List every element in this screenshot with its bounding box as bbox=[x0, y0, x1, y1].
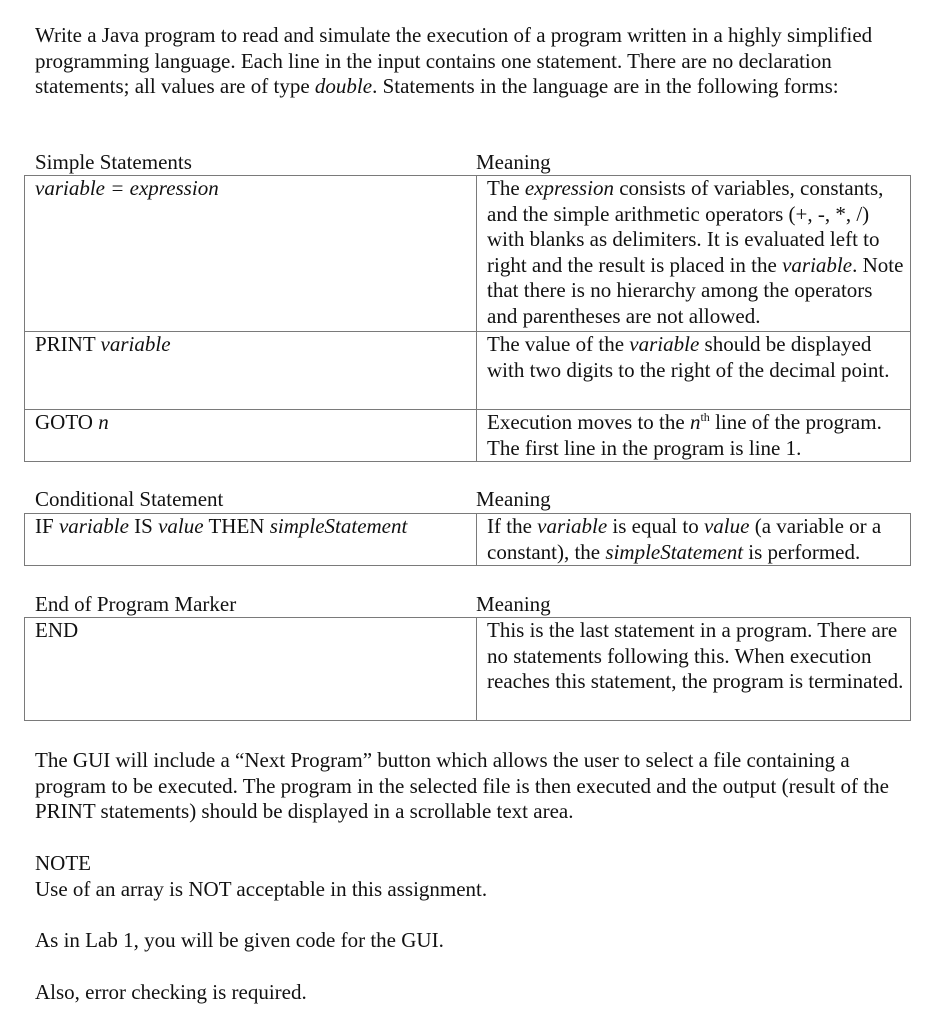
note-body: Use of an array is NOT acceptable in this assignment. bbox=[35, 877, 488, 901]
table-row bbox=[25, 176, 911, 332]
lab-line: As in Lab 1, you will be given code for the GUI. bbox=[35, 928, 444, 952]
statement-cell: END bbox=[25, 618, 477, 721]
intro-text-start: Write a Java program to read and simulate the execution of a program written in a highly simplified programming language. Each line in the input contains one statement. There are no declaration statements; all values are of type bbox=[35, 23, 873, 98]
meaning-text: line of the program. The first line in the program is line 1. bbox=[487, 410, 882, 460]
intro-paragraph bbox=[35, 23, 915, 100]
table-row bbox=[25, 618, 911, 721]
is-keyword: IS bbox=[128, 514, 159, 538]
superscript: th bbox=[700, 410, 710, 424]
statement-italic: value bbox=[158, 514, 204, 538]
assignment-statement: variable = expression bbox=[35, 176, 219, 200]
conditional-heading: Conditional Statement bbox=[35, 487, 224, 511]
meaning-text: (a variable or a constant), the bbox=[487, 514, 882, 564]
meaning-italic: variable bbox=[537, 514, 608, 538]
note-heading: NOTE bbox=[35, 851, 91, 875]
meaning-italic: value bbox=[703, 514, 750, 538]
end-marker-heading: End of Program Marker bbox=[35, 592, 237, 616]
meaning-text: If the bbox=[487, 514, 538, 538]
meaning-text: should be displayed with two digits to the right of the decimal point. bbox=[487, 332, 890, 382]
meaning-text: is equal to bbox=[607, 514, 704, 538]
table-row bbox=[25, 332, 911, 410]
intro-type-word: double bbox=[314, 74, 373, 98]
meaning-cell: This is the last statement in a program. There are no statements following this. When execution reaches this statement, the program is terminated. bbox=[477, 618, 911, 721]
meaning-text: The value of the bbox=[487, 332, 630, 356]
print-keyword: PRINT bbox=[35, 332, 101, 356]
meaning-cell bbox=[477, 332, 911, 410]
print-argument: variable bbox=[100, 332, 171, 356]
meaning-text: . Note that there is no hierarchy among the operators and parentheses are not allowed. bbox=[487, 252, 904, 328]
statement-cell bbox=[25, 332, 477, 410]
error-checking-line: Also, error checking is required. bbox=[35, 980, 307, 1004]
meaning-italic: variable bbox=[782, 252, 853, 277]
statement-italic: simpleStatement bbox=[269, 514, 408, 538]
meaning-cell bbox=[477, 176, 911, 332]
conditional-table bbox=[24, 513, 911, 566]
table-row bbox=[25, 514, 911, 566]
meaning-italic: variable bbox=[629, 332, 700, 356]
intro-text-end: . Statements in the language are in the following forms: bbox=[372, 74, 839, 98]
meaning-text: Execution moves to the bbox=[487, 410, 690, 434]
conditional-meaning-heading: Meaning bbox=[476, 487, 551, 511]
meaning-text: The bbox=[487, 176, 525, 200]
end-meaning-heading: Meaning bbox=[476, 592, 551, 616]
if-keyword: IF bbox=[35, 514, 59, 538]
meaning-italic: n bbox=[689, 410, 701, 434]
statement-cell bbox=[25, 176, 477, 332]
goto-keyword: GOTO bbox=[35, 410, 99, 434]
table-row bbox=[25, 410, 911, 462]
statement-italic: variable bbox=[58, 514, 129, 538]
meaning-text: is performed. bbox=[743, 539, 861, 564]
meaning-cell bbox=[477, 410, 911, 462]
gui-paragraph: The GUI will include a “Next Program” button which allows the user to select a file containing a program to be executed. The program in the selected file is then executed and the output (result of the PRINT statements) should be displayed in a scrollable text area. bbox=[35, 748, 889, 823]
simple-meaning-heading: Meaning bbox=[476, 150, 551, 174]
meaning-text: consists of variables, constants, and the simple arithmetic operators (+, -, *, /) with blanks as delimiters. It is evaluated left to right and the result is placed in the bbox=[487, 176, 884, 277]
end-marker-table bbox=[24, 617, 911, 721]
then-keyword: THEN bbox=[203, 514, 270, 538]
meaning-italic: expression bbox=[524, 176, 614, 200]
meaning-cell bbox=[477, 514, 911, 566]
statement-cell bbox=[25, 514, 477, 566]
simple-statements-table bbox=[24, 175, 911, 462]
meaning-italic: simpleStatement bbox=[605, 539, 744, 564]
goto-argument: n bbox=[98, 410, 109, 434]
simple-statements-heading: Simple Statements bbox=[35, 150, 192, 174]
statement-cell bbox=[25, 410, 477, 462]
